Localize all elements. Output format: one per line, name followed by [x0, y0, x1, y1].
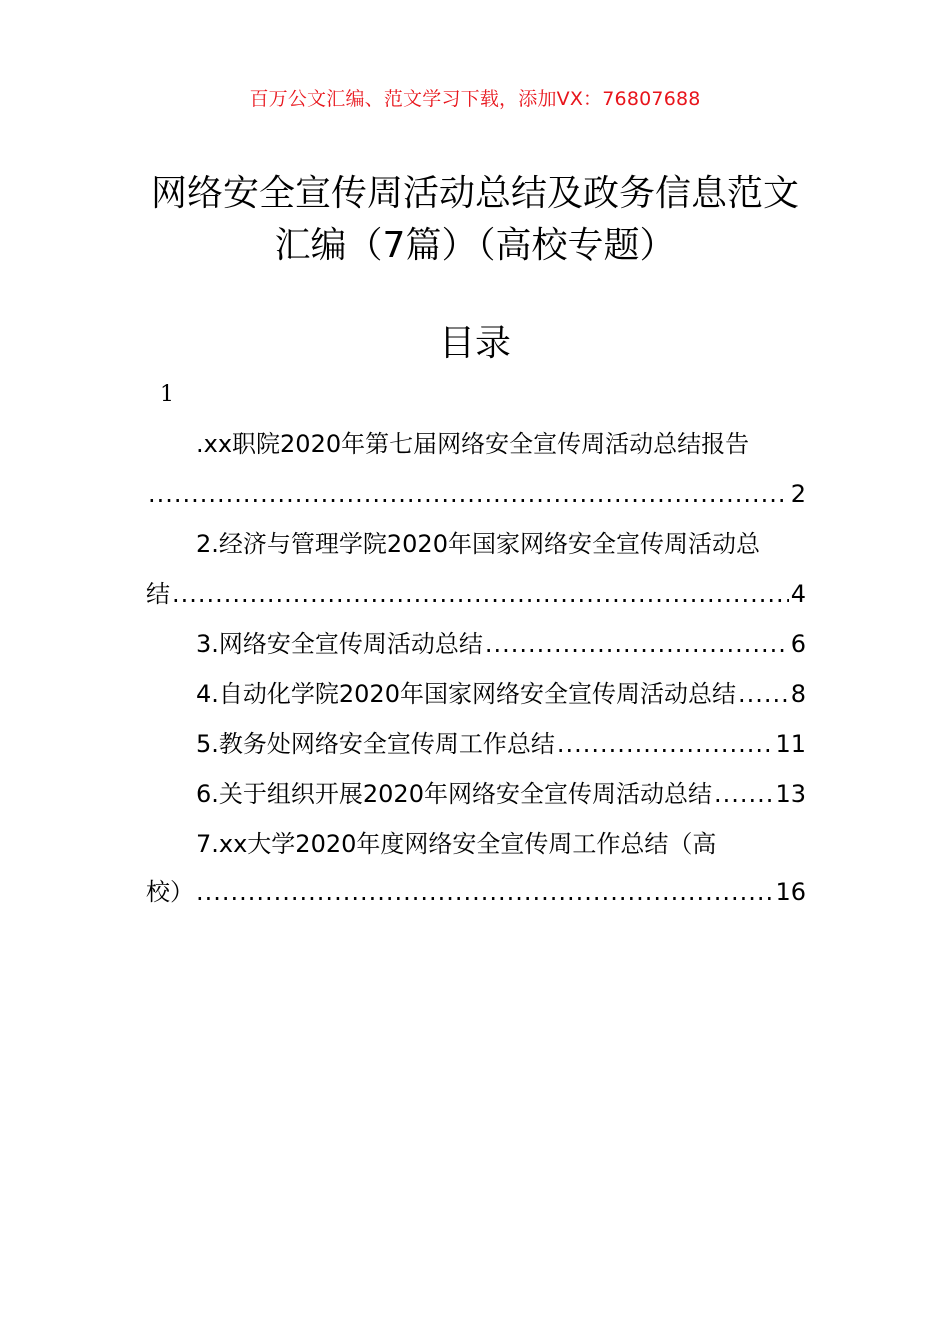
- toc-entry-4[interactable]: [196, 674, 806, 714]
- toc-entry-6-text: 6.关于组织开展2020年网络安全宣传周活动总结: [196, 780, 712, 808]
- toc-entry-2-line-1[interactable]: [196, 524, 806, 564]
- toc-entry-7-text-cont: 校）: [146, 878, 194, 906]
- toc-entry-1-line-1[interactable]: [196, 424, 806, 464]
- document-title-line-1: 网络安全宣传周活动总结及政务信息范文: [150, 173, 799, 214]
- toc-leader-dots: [714, 774, 773, 814]
- toc-leader-dots: [148, 474, 789, 514]
- toc-entry-1-line-2[interactable]: [146, 474, 806, 514]
- toc-heading: 目录: [438, 323, 511, 364]
- toc-entry-3-page: 6: [790, 630, 806, 658]
- toc-entry-5[interactable]: [196, 724, 806, 764]
- toc-leader-dots: [485, 624, 789, 664]
- toc-entry-1-page: 2: [790, 480, 806, 508]
- toc-leader-dots: [738, 674, 789, 714]
- toc-entry-7-text: 7.xx大学2020年度网络安全宣传周工作总结（高: [196, 830, 717, 858]
- toc-entry-2-page: 4: [790, 580, 806, 608]
- toc-entry-6-page: 13: [775, 780, 806, 808]
- toc-entry-2-text-cont: 结: [146, 580, 170, 608]
- toc-leader-dots: [557, 724, 774, 764]
- toc-leader-dots: [172, 574, 789, 614]
- toc-entry-2-line-2[interactable]: [146, 574, 806, 614]
- toc-entry-6[interactable]: [196, 774, 806, 814]
- header-note: [0, 84, 950, 111]
- toc-entry-5-page: 11: [775, 730, 806, 758]
- stray-number: 1: [160, 382, 174, 407]
- toc-entry-1-text: .xx职院2020年第七届网络安全宣传周活动总结报告: [196, 430, 750, 458]
- toc-entry-5-text: 5.教务处网络安全宣传周工作总结: [196, 730, 555, 758]
- toc-entry-7-page: 16: [775, 878, 806, 906]
- toc-entry-2-text: 2.经济与管理学院2020年国家网络安全宣传周活动总: [196, 530, 760, 558]
- toc-entry-7-line-2[interactable]: [146, 872, 806, 912]
- header-note-text: 百万公文汇编、范文学习下载，添加VX：76807688: [249, 88, 701, 110]
- toc-entry-3[interactable]: [196, 624, 806, 664]
- toc-entry-4-text: 4.自动化学院2020年国家网络安全宣传周活动总结: [196, 680, 736, 708]
- toc-entry-7-line-1[interactable]: [196, 824, 806, 864]
- toc-entry-3-text: 3.网络安全宣传周活动总结: [196, 630, 483, 658]
- toc-leader-dots: [196, 872, 773, 912]
- toc-entry-4-page: 8: [790, 680, 806, 708]
- document-title-line-2: 汇编（7篇）（高校专题）: [274, 225, 676, 266]
